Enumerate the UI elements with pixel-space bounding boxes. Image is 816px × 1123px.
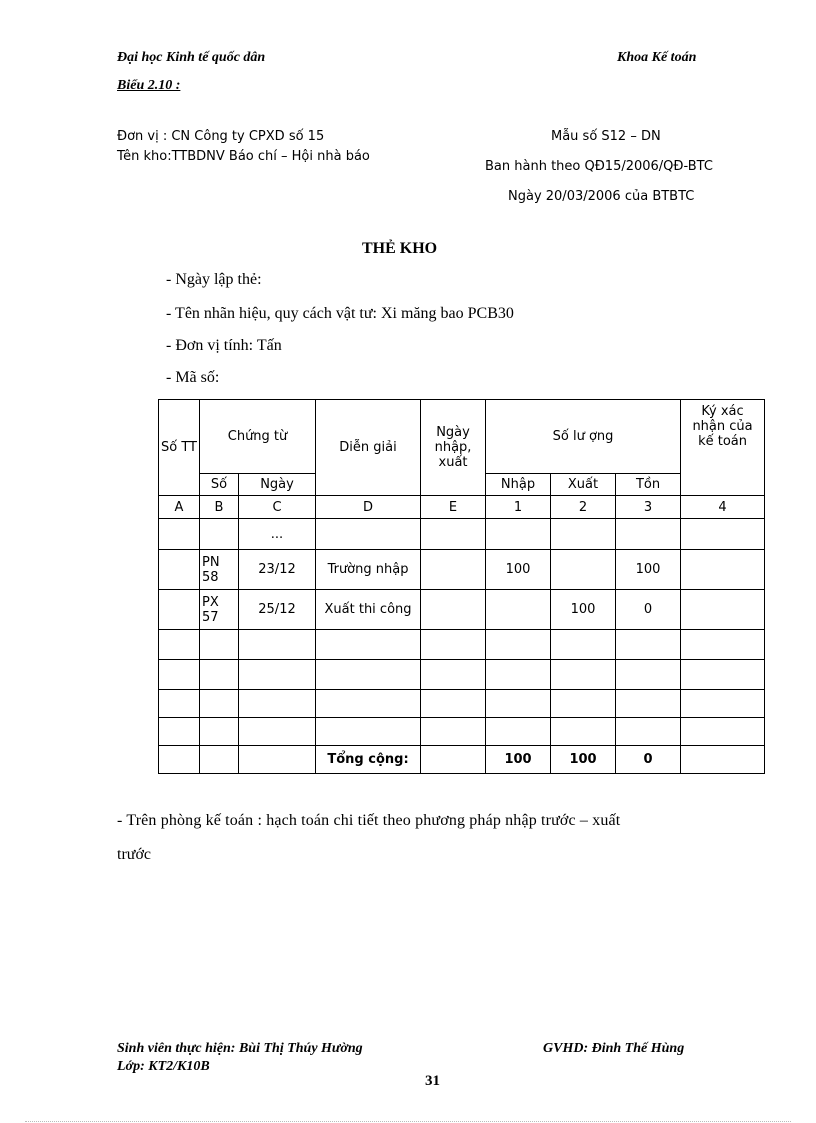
cell-io-date bbox=[421, 690, 486, 718]
university-name: Đại học Kinh tế quốc dân bbox=[117, 50, 266, 65]
cell-qty-out bbox=[551, 718, 616, 746]
cell-voucher-date bbox=[239, 690, 316, 718]
header-qty-out: Xuất bbox=[551, 474, 616, 496]
advisor-name: GVHD: Đinh Thế Hùng bbox=[543, 1041, 685, 1056]
header-quantity: Số lư ợng bbox=[486, 400, 681, 474]
cell-qty-in bbox=[486, 660, 551, 690]
cell-voucher-no bbox=[200, 660, 239, 690]
cell-voucher-no bbox=[200, 746, 239, 774]
cell-stt bbox=[159, 630, 200, 660]
card-title: THẺ KHO bbox=[362, 240, 438, 257]
cell-description bbox=[316, 718, 421, 746]
cell-io-date bbox=[421, 746, 486, 774]
cell-voucher-date: 23/12 bbox=[239, 550, 316, 590]
cell-voucher-no bbox=[200, 519, 239, 550]
column-code: 1 bbox=[486, 496, 551, 519]
cell-io-date bbox=[421, 630, 486, 660]
cell-confirm bbox=[681, 590, 765, 630]
cell-confirm bbox=[681, 718, 765, 746]
cell-qty-balance bbox=[616, 718, 681, 746]
cell-voucher-date bbox=[239, 746, 316, 774]
cell-confirm bbox=[681, 746, 765, 774]
table-row bbox=[159, 690, 765, 718]
bottom-divider bbox=[25, 1121, 791, 1122]
cell-qty-balance: 100 bbox=[616, 550, 681, 590]
table-row bbox=[159, 519, 765, 550]
cell-stt bbox=[159, 590, 200, 630]
cell-voucher-date bbox=[239, 630, 316, 660]
cell-qty-out bbox=[551, 519, 616, 550]
cell-qty-in bbox=[486, 590, 551, 630]
cell-qty-in: 100 bbox=[486, 550, 551, 590]
total-qty-in: 100 bbox=[486, 746, 551, 774]
cell-io-date bbox=[421, 519, 486, 550]
cell-description: Xuất thi công bbox=[316, 590, 421, 630]
cell-voucher-no bbox=[200, 630, 239, 660]
cell-description: Trường nhập bbox=[316, 550, 421, 590]
header-voucher: Chứng từ bbox=[200, 400, 316, 474]
cell-qty-out bbox=[551, 630, 616, 660]
table-row bbox=[159, 550, 765, 590]
page-number: 31 bbox=[425, 1073, 440, 1089]
cell-stt bbox=[159, 550, 200, 590]
cell-voucher-date: ... bbox=[239, 519, 316, 550]
cell-stt bbox=[159, 746, 200, 774]
cell-qty-balance bbox=[616, 690, 681, 718]
table-header-row bbox=[159, 400, 765, 474]
cell-description bbox=[316, 690, 421, 718]
cell-confirm bbox=[681, 550, 765, 590]
faculty-name: Khoa Kế toán bbox=[617, 50, 697, 65]
warehouse-name: Tên kho:TTBDNV Báo chí – Hội nhà báo bbox=[117, 149, 370, 164]
column-code: E bbox=[421, 496, 486, 519]
header-qty-in: Nhập bbox=[486, 474, 551, 496]
header-confirm: Ký xác nhận của kế toán bbox=[681, 400, 765, 496]
form-number: Mẫu số S12 – DN bbox=[551, 129, 661, 144]
stock-card-table bbox=[158, 399, 765, 774]
cell-qty-out: 100 bbox=[551, 590, 616, 630]
column-code-row bbox=[159, 496, 765, 519]
cell-io-date bbox=[421, 718, 486, 746]
unit-name: Đơn vị : CN Công ty CPXD số 15 bbox=[117, 129, 325, 144]
column-code: B bbox=[200, 496, 239, 519]
column-code: 3 bbox=[616, 496, 681, 519]
cell-confirm bbox=[681, 660, 765, 690]
issuance-date: Ngày 20/03/2006 của BTBTC bbox=[508, 189, 695, 204]
cell-confirm bbox=[681, 690, 765, 718]
cell-confirm bbox=[681, 630, 765, 660]
cell-io-date bbox=[421, 660, 486, 690]
cell-qty-out bbox=[551, 550, 616, 590]
card-date-line: - Ngày lập thẻ: bbox=[166, 271, 262, 288]
class-name: Lớp: KT2/K10B bbox=[117, 1059, 210, 1074]
cell-qty-balance bbox=[616, 630, 681, 660]
cell-voucher-no: PX 57 bbox=[200, 590, 239, 630]
column-code: C bbox=[239, 496, 316, 519]
cell-io-date bbox=[421, 590, 486, 630]
cell-description bbox=[316, 660, 421, 690]
note-line-1: - Trên phòng kế toán : hạch toán chi tiết theo phương pháp nhập trước – xuất bbox=[117, 812, 621, 829]
cell-qty-out bbox=[551, 690, 616, 718]
cell-voucher-no bbox=[200, 718, 239, 746]
column-code: 2 bbox=[551, 496, 616, 519]
total-qty-balance: 0 bbox=[616, 746, 681, 774]
table-row bbox=[159, 630, 765, 660]
header-voucher-date: Ngày bbox=[239, 474, 316, 496]
column-code: 4 bbox=[681, 496, 765, 519]
cell-stt bbox=[159, 718, 200, 746]
total-qty-out: 100 bbox=[551, 746, 616, 774]
cell-stt bbox=[159, 660, 200, 690]
table-row bbox=[159, 718, 765, 746]
header-voucher-no: Số bbox=[200, 474, 239, 496]
cell-voucher-date bbox=[239, 718, 316, 746]
cell-description bbox=[316, 630, 421, 660]
cell-stt bbox=[159, 690, 200, 718]
cell-qty-in bbox=[486, 718, 551, 746]
issuance-decision: Ban hành theo QĐ15/2006/QĐ-BTC bbox=[485, 159, 713, 174]
cell-qty-in bbox=[486, 630, 551, 660]
cell-stt bbox=[159, 519, 200, 550]
cell-voucher-date bbox=[239, 660, 316, 690]
column-code: A bbox=[159, 496, 200, 519]
header-stt: Số TT bbox=[159, 400, 200, 496]
cell-qty-in bbox=[486, 519, 551, 550]
cell-voucher-no: PN 58 bbox=[200, 550, 239, 590]
card-code-line: - Mã số: bbox=[166, 369, 220, 386]
cell-io-date bbox=[421, 550, 486, 590]
card-material-line: - Tên nhãn hiệu, quy cách vật tư: Xi măng bao PCB30 bbox=[166, 305, 514, 322]
header-description: Diễn giải bbox=[316, 400, 421, 496]
cell-voucher-no bbox=[200, 690, 239, 718]
note-line-2: trước bbox=[117, 846, 152, 863]
card-unit-line: - Đơn vị tính: Tấn bbox=[166, 337, 282, 354]
total-label: Tổng cộng: bbox=[316, 746, 421, 774]
student-name: Sinh viên thực hiện: Bùi Thị Thúy Hường bbox=[117, 1041, 363, 1056]
column-code: D bbox=[316, 496, 421, 519]
cell-qty-balance bbox=[616, 519, 681, 550]
cell-qty-out bbox=[551, 660, 616, 690]
header-qty-balance: Tồn bbox=[616, 474, 681, 496]
header-io-date: Ngày nhập, xuất bbox=[421, 400, 486, 496]
cell-qty-in bbox=[486, 690, 551, 718]
total-row bbox=[159, 746, 765, 774]
table-row bbox=[159, 660, 765, 690]
cell-confirm bbox=[681, 519, 765, 550]
cell-qty-balance bbox=[616, 660, 681, 690]
cell-qty-balance: 0 bbox=[616, 590, 681, 630]
table-row bbox=[159, 590, 765, 630]
form-reference: Biểu 2.10 : bbox=[117, 78, 181, 93]
cell-voucher-date: 25/12 bbox=[239, 590, 316, 630]
cell-description bbox=[316, 519, 421, 550]
